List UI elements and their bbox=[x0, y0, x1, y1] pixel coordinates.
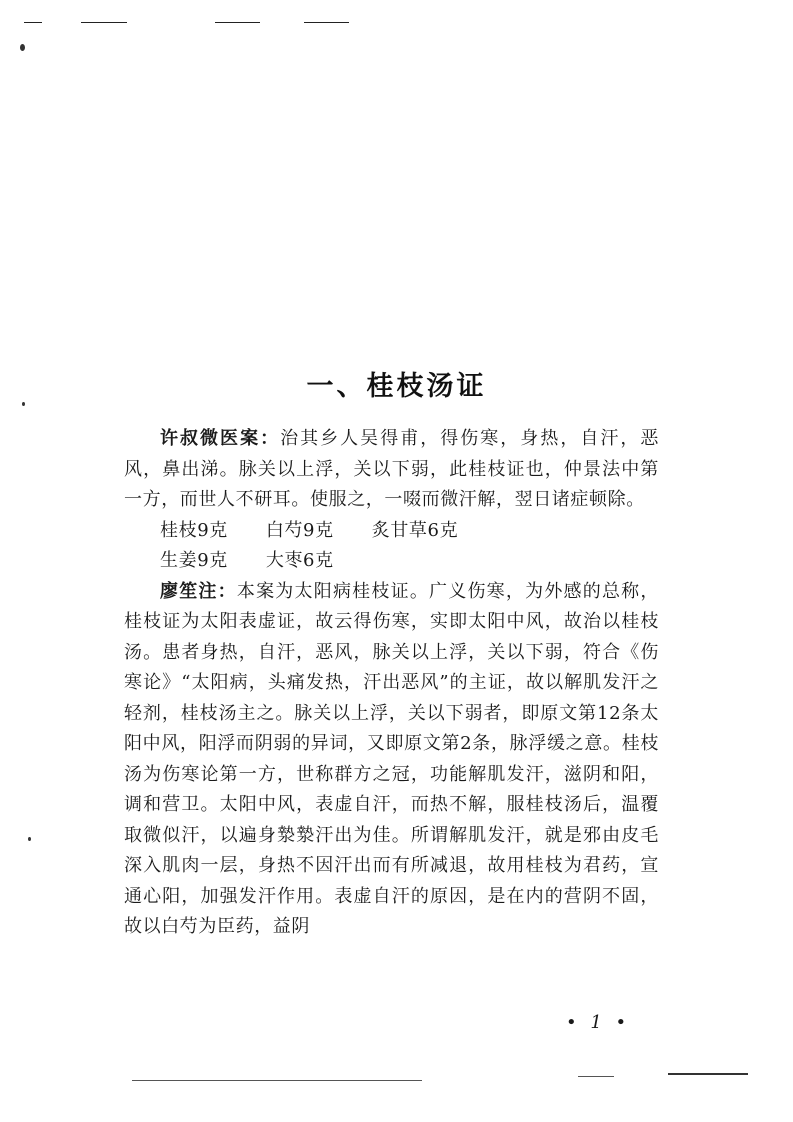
case-label: 许叔微医案： bbox=[160, 428, 281, 449]
scan-speck bbox=[20, 44, 25, 51]
page-title: 一、桂枝汤证 bbox=[306, 371, 487, 403]
case-paragraph bbox=[124, 424, 659, 516]
footer-rule-2 bbox=[578, 1076, 614, 1077]
footer-rule-3 bbox=[668, 1073, 748, 1075]
commentary-label: 廖笙注： bbox=[160, 580, 237, 602]
commentary-text: 本案为太阳病桂枝证。广义伤寒，为外感的总称，桂枝证为太阳表虚证，故云得伤寒，实即太阳中风，故治以桂枝汤。患者身热，自汗，恶风，脉关以上浮，关以下弱，符合《伤寒论》“太阳病，头痛发热，汗出恶风”的主证，故以解肌发汗之轻剂，桂枝汤主之。脉关以上浮，关以下弱者，即原文第12条太阳中风，阳浮而阴弱的异词，又即原文第2条，脉浮缓之意。桂枝汤为伤寒论第一方，世称群方之冠，功能解肌发汗，滋阴和阳，调和营卫。太阳中风，表虚自汗，而热不解，服桂枝汤后，温覆取微似汗，以遍身漐漐汗出为佳。所谓解肌发汗，就是邪由皮毛深入肌肉一层，身热不因汗出而有所减退，故用桂枝为君药，宣通心阳，加强发汗作用。表虚自汗的原因，是在内的营阴不固，故以白芍为臣药，益阴 bbox=[124, 580, 660, 937]
ingredient-item: 生姜9克 bbox=[160, 550, 228, 571]
commentary-paragraph bbox=[124, 577, 659, 943]
header-rule-3 bbox=[304, 22, 349, 23]
header-rule-0 bbox=[24, 22, 42, 23]
main-text bbox=[124, 424, 659, 943]
ingredient-item: 炙甘草6克 bbox=[371, 519, 459, 541]
footer-rule-1 bbox=[132, 1080, 422, 1081]
header-rule-2 bbox=[215, 22, 260, 23]
ingredient-row-1 bbox=[160, 516, 659, 547]
ingredient-row-2 bbox=[160, 546, 659, 577]
ingredient-item: 大枣6克 bbox=[265, 550, 334, 571]
scan-speck bbox=[28, 837, 31, 841]
case-text: 治其乡人吴得甫，得伤寒，身热，自汗，恶风，鼻出涕。脉关以上浮，关以下弱，此桂枝证也，仲景法中第一方，而世人不研耳。使服之，一啜而微汗解，翌日诸症顿除。 bbox=[124, 428, 659, 510]
ingredient-item: 白芍9克 bbox=[265, 519, 334, 541]
ingredient-item: 桂枝9克 bbox=[160, 519, 228, 541]
page-number: • 1 • bbox=[566, 1012, 631, 1033]
header-rule-1 bbox=[81, 22, 127, 23]
